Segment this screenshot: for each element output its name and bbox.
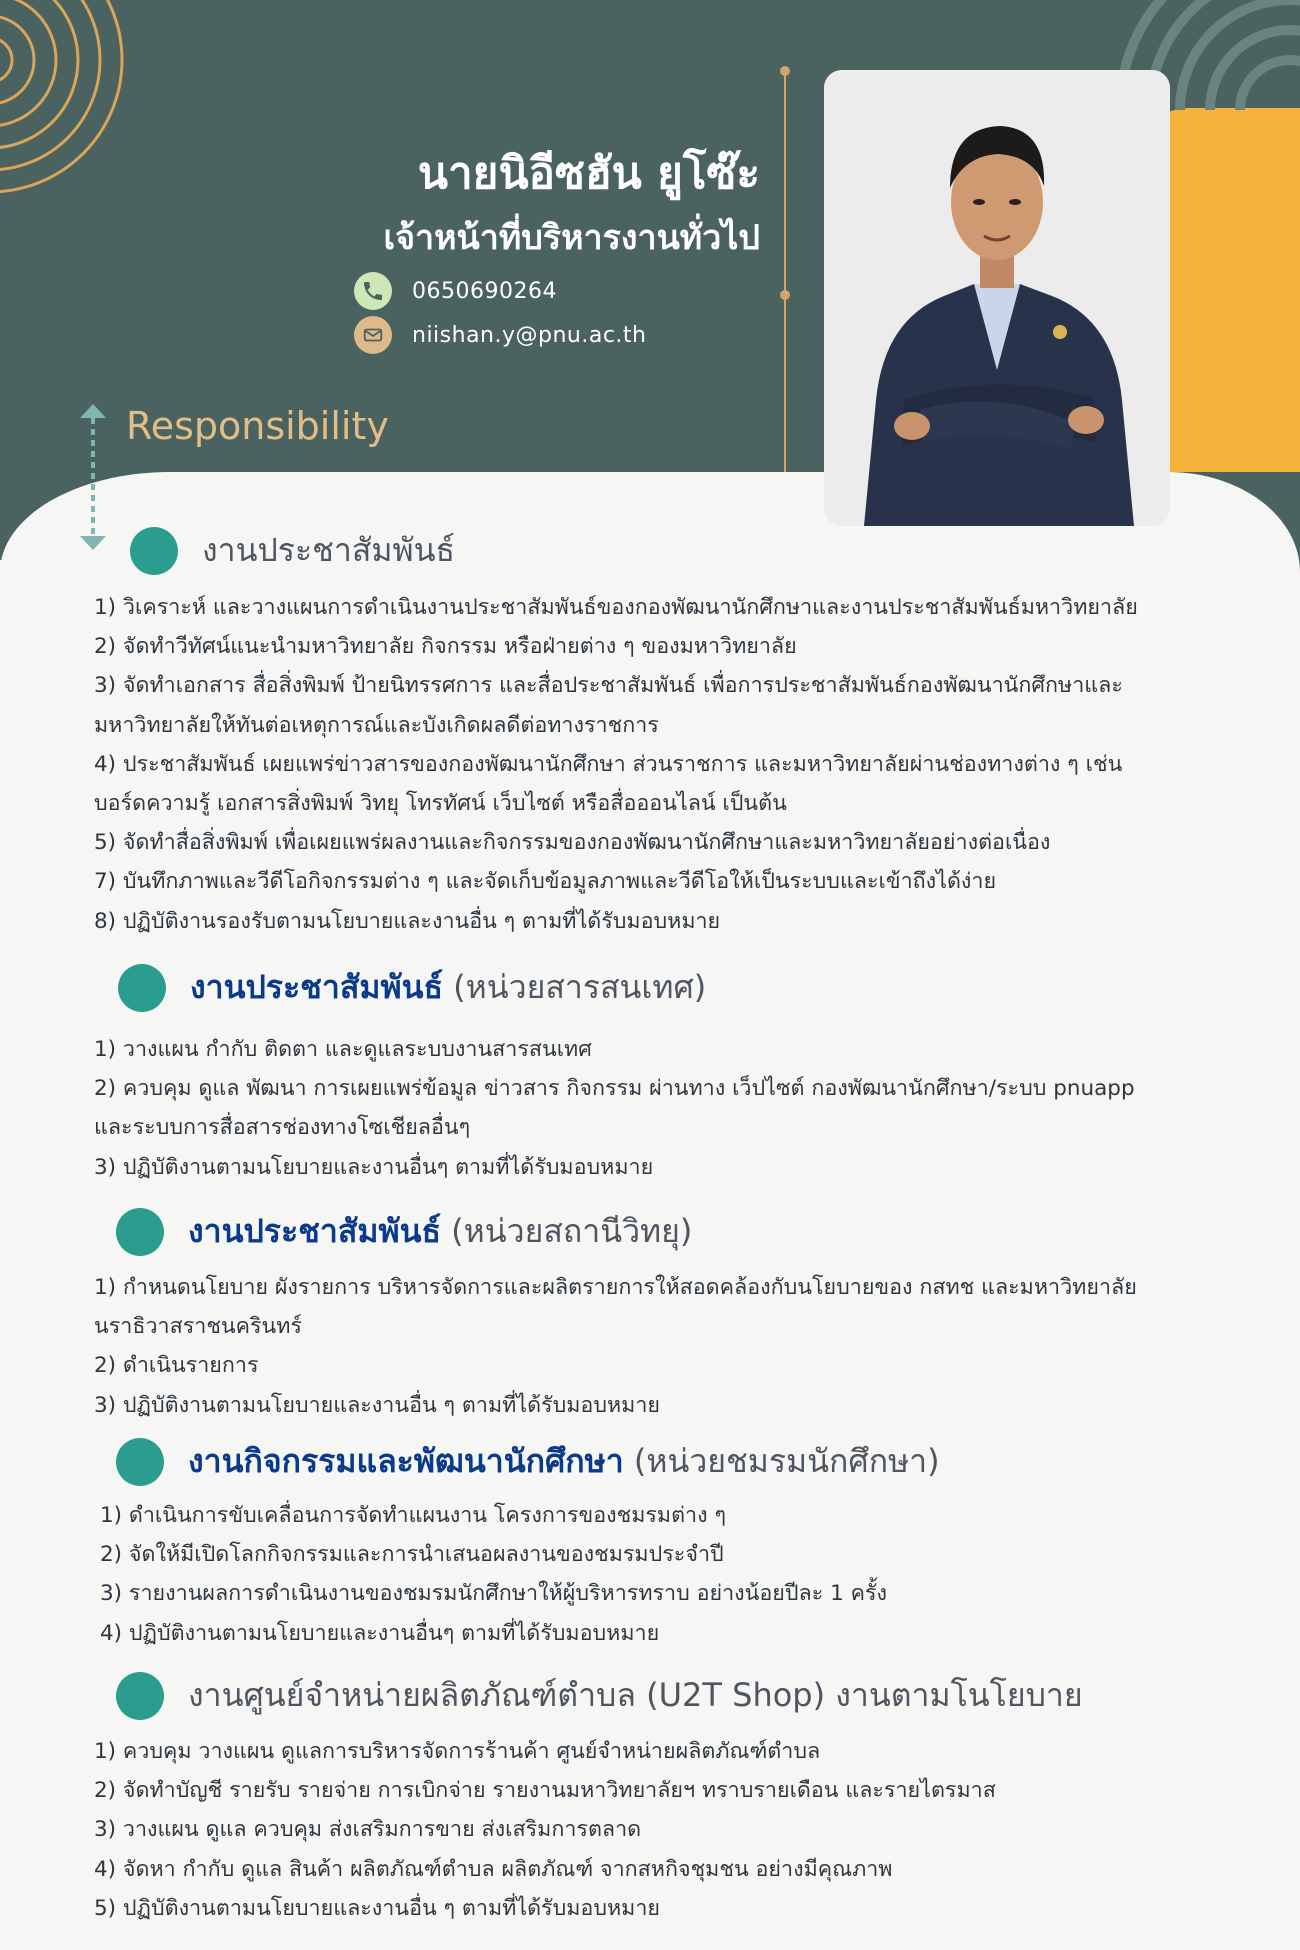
double-arrow-icon [80, 404, 106, 550]
person-name: นายนิอีซฮัน ยูโซ๊ะ [417, 148, 760, 199]
list-item: 2) จัดทำวีทัศน์แนะนำมหาวิทยาลัย กิจกรรม หรือฝ่ายต่าง ๆ ของมหาวิทยาลัย [94, 634, 797, 660]
section-title [190, 962, 706, 1013]
section-title-sub: (หน่วยสารสนเทศ) [442, 968, 707, 1006]
section-items [94, 1030, 1224, 1187]
section-items [100, 1496, 1230, 1653]
section-title-sub: (หน่วยสถานีวิทยุ) [440, 1212, 693, 1250]
list-item: 1) ควบคุม วางแผน ดูแลการบริหารจัดการร้านค้า ศูนย์จำหน่ายผลิตภัณฑ์ตำบล [94, 1739, 821, 1764]
list-item: นราธิวาสราชนครินทร์ [94, 1314, 302, 1340]
job-title: เจ้าหน้าที่บริหารงานทั่วไป [383, 218, 760, 258]
list-item: 1) กำหนดนโยบาย ผังรายการ บริหารจัดการและผลิตรายการให้สอดคล้องกับนโยบายของ กสทช และมหาวิทยาลัย [94, 1275, 1137, 1300]
section-heading [116, 1206, 692, 1257]
section-title-sub: (หน่วยชมรมนักศึกษา) [623, 1442, 940, 1480]
bullet-dot [116, 1672, 164, 1720]
section-items [94, 1732, 1224, 1928]
list-item: 2) จัดทำบัญชี รายรับ รายจ่าย การเบิกจ่าย รายงานมหาวิทยาลัยฯ ทราบรายเดือน และรายไตรมาส [94, 1778, 996, 1804]
list-item: 3) จัดทำเอกสาร สื่อสิ่งพิมพ์ ป้ายนิทรรศการ และสื่อประชาสัมพันธ์ เพื่อการประชาสัมพันธ์กองพัฒนานักศึกษาและ [94, 673, 1123, 699]
section-title-main: งานประชาสัมพันธ์ [188, 1212, 441, 1250]
phone-row [354, 272, 557, 310]
email-address[interactable]: niishan.y@pnu.ac.th [412, 322, 647, 348]
list-item: 3) รายงานผลการดำเนินงานของชมรมนักศึกษาให้ผู้บริหารทราบ อย่างน้อยปีละ 1 ครั้ง [100, 1581, 888, 1607]
person-photo [824, 70, 1170, 526]
list-item: มหาวิทยาลัยให้ทันต่อเหตุการณ์และบังเกิดผลดีต่อทางราชการ [94, 712, 659, 738]
list-item: 2) ควบคุม ดูแล พัฒนา การเผยแพร่ข้อมูล ข่าวสาร กิจกรรม ผ่านทาง เว็ปไซต์ กองพัฒนานักศึกษา/ระบบ pnuapp [94, 1076, 1135, 1102]
responsibility-heading: Responsibility [126, 404, 389, 448]
list-item: 5) จัดทำสื่อสิ่งพิมพ์ เพื่อเผยแพร่ผลงานและกิจกรรมของกองพัฒนานักศึกษาและมหาวิทยาลัยอย่างต่อเนื่อง [94, 830, 1051, 856]
list-item: 4) ปฏิบัติงานตามนโยบายและงานอื่นๆ ตามที่ได้รับมอบหมาย [100, 1620, 660, 1646]
section-title [188, 1436, 940, 1487]
list-item: และระบบการสื่อสารช่องทางโซเชียลอื่นๆ [94, 1115, 471, 1141]
concentric-arcs-decoration [0, 0, 130, 210]
section-title [202, 525, 455, 576]
bullet-dot [130, 527, 178, 575]
list-item: 5) ปฏิบัติงานตามนโยบายและงานอื่น ๆ ตามที่ได้รับมอบหมาย [94, 1895, 661, 1921]
list-item: บอร์ดความรู้ เอกสารสิ่งพิมพ์ วิทยุ โทรทัศน์ เว็บไซต์ หรือสื่อออนไลน์ เป็นต้น [94, 791, 787, 817]
list-item: 8) ปฏิบัติงานรองรับตามนโยบายและงานอื่น ๆ ตามที่ได้รับมอบหมาย [94, 908, 721, 934]
bullet-dot [116, 1208, 164, 1256]
list-item: 2) จัดให้มีเปิดโลกกิจกรรมและการนำเสนอผลงานของชมรมประจำปี [100, 1542, 724, 1568]
section-title [188, 1670, 1083, 1721]
list-item: 4) จัดหา กำกับ ดูแล สินค้า ผลิตภัณฑ์ตำบล ผลิตภัณฑ์ จากสหกิจชุมชน อย่างมีคุณภาพ [94, 1856, 893, 1882]
envelope-icon [354, 316, 392, 354]
list-item: 3) ปฏิบัติงานตามนโยบายและงานอื่นๆ ตามที่ได้รับมอบหมาย [94, 1154, 654, 1180]
phone-number[interactable]: 0650690264 [412, 278, 557, 304]
section-title-sub: งานศูนย์จำหน่ายผลิตภัณฑ์ตำบล (U2T Shop) งานตามโนโยบาย [188, 1676, 1083, 1714]
list-item: 3) วางแผน ดูแล ควบคุม ส่งเสริมการขาย ส่งเสริมการตลาด [94, 1817, 642, 1843]
section-heading [116, 1436, 940, 1487]
list-item: 1) วางแผน กำกับ ติดตา และดูแลระบบงานสารสนเทศ [94, 1037, 592, 1062]
divider-dot [780, 66, 790, 76]
section-heading [116, 1670, 1083, 1721]
list-item: 3) ปฏิบัติงานตามนโยบายและงานอื่น ๆ ตามที่ได้รับมอบหมาย [94, 1392, 661, 1418]
phone-icon [354, 272, 392, 310]
section-heading [118, 962, 706, 1013]
section-title [188, 1206, 692, 1257]
list-item: 7) บันทึกภาพและวีดีโอกิจกรรมต่าง ๆ และจัดเก็บข้อมูลภาพและวีดีโอให้เป็นระบบและเข้าถึงได้ง่าย [94, 869, 997, 895]
section-items [94, 588, 1224, 941]
list-item: 1) วิเคราะห์ และวางแผนการดำเนินงานประชาสัมพันธ์ของกองพัฒนานักศึกษาและงานประชาสัมพันธ์มหาวิทยาลัย [94, 595, 1138, 620]
profile-photo [824, 70, 1170, 526]
list-item: 1) ดำเนินการขับเคลื่อนการจัดทำแผนงาน โครงการของชมรมต่าง ๆ [100, 1503, 726, 1528]
section-title-main: งานประชาสัมพันธ์ [202, 531, 455, 569]
bullet-dot [116, 1438, 164, 1486]
section-items [94, 1268, 1224, 1425]
divider-dot [780, 290, 790, 300]
section-title-main: งานประชาสัมพันธ์ [190, 968, 443, 1006]
bullet-dot [118, 964, 166, 1012]
section-heading [130, 525, 455, 576]
email-row [354, 316, 647, 354]
section-title-main: งานกิจกรรมและพัฒนานักศึกษา [188, 1442, 624, 1480]
list-item: 2) ดำเนินรายการ [94, 1353, 259, 1379]
list-item: 4) ประชาสัมพันธ์ เผยแพร่ข่าวสารของกองพัฒนานักศึกษา ส่วนราชการ และมหาวิทยาลัยผ่านช่องทางต่าง ๆ เช่น [94, 751, 1123, 777]
